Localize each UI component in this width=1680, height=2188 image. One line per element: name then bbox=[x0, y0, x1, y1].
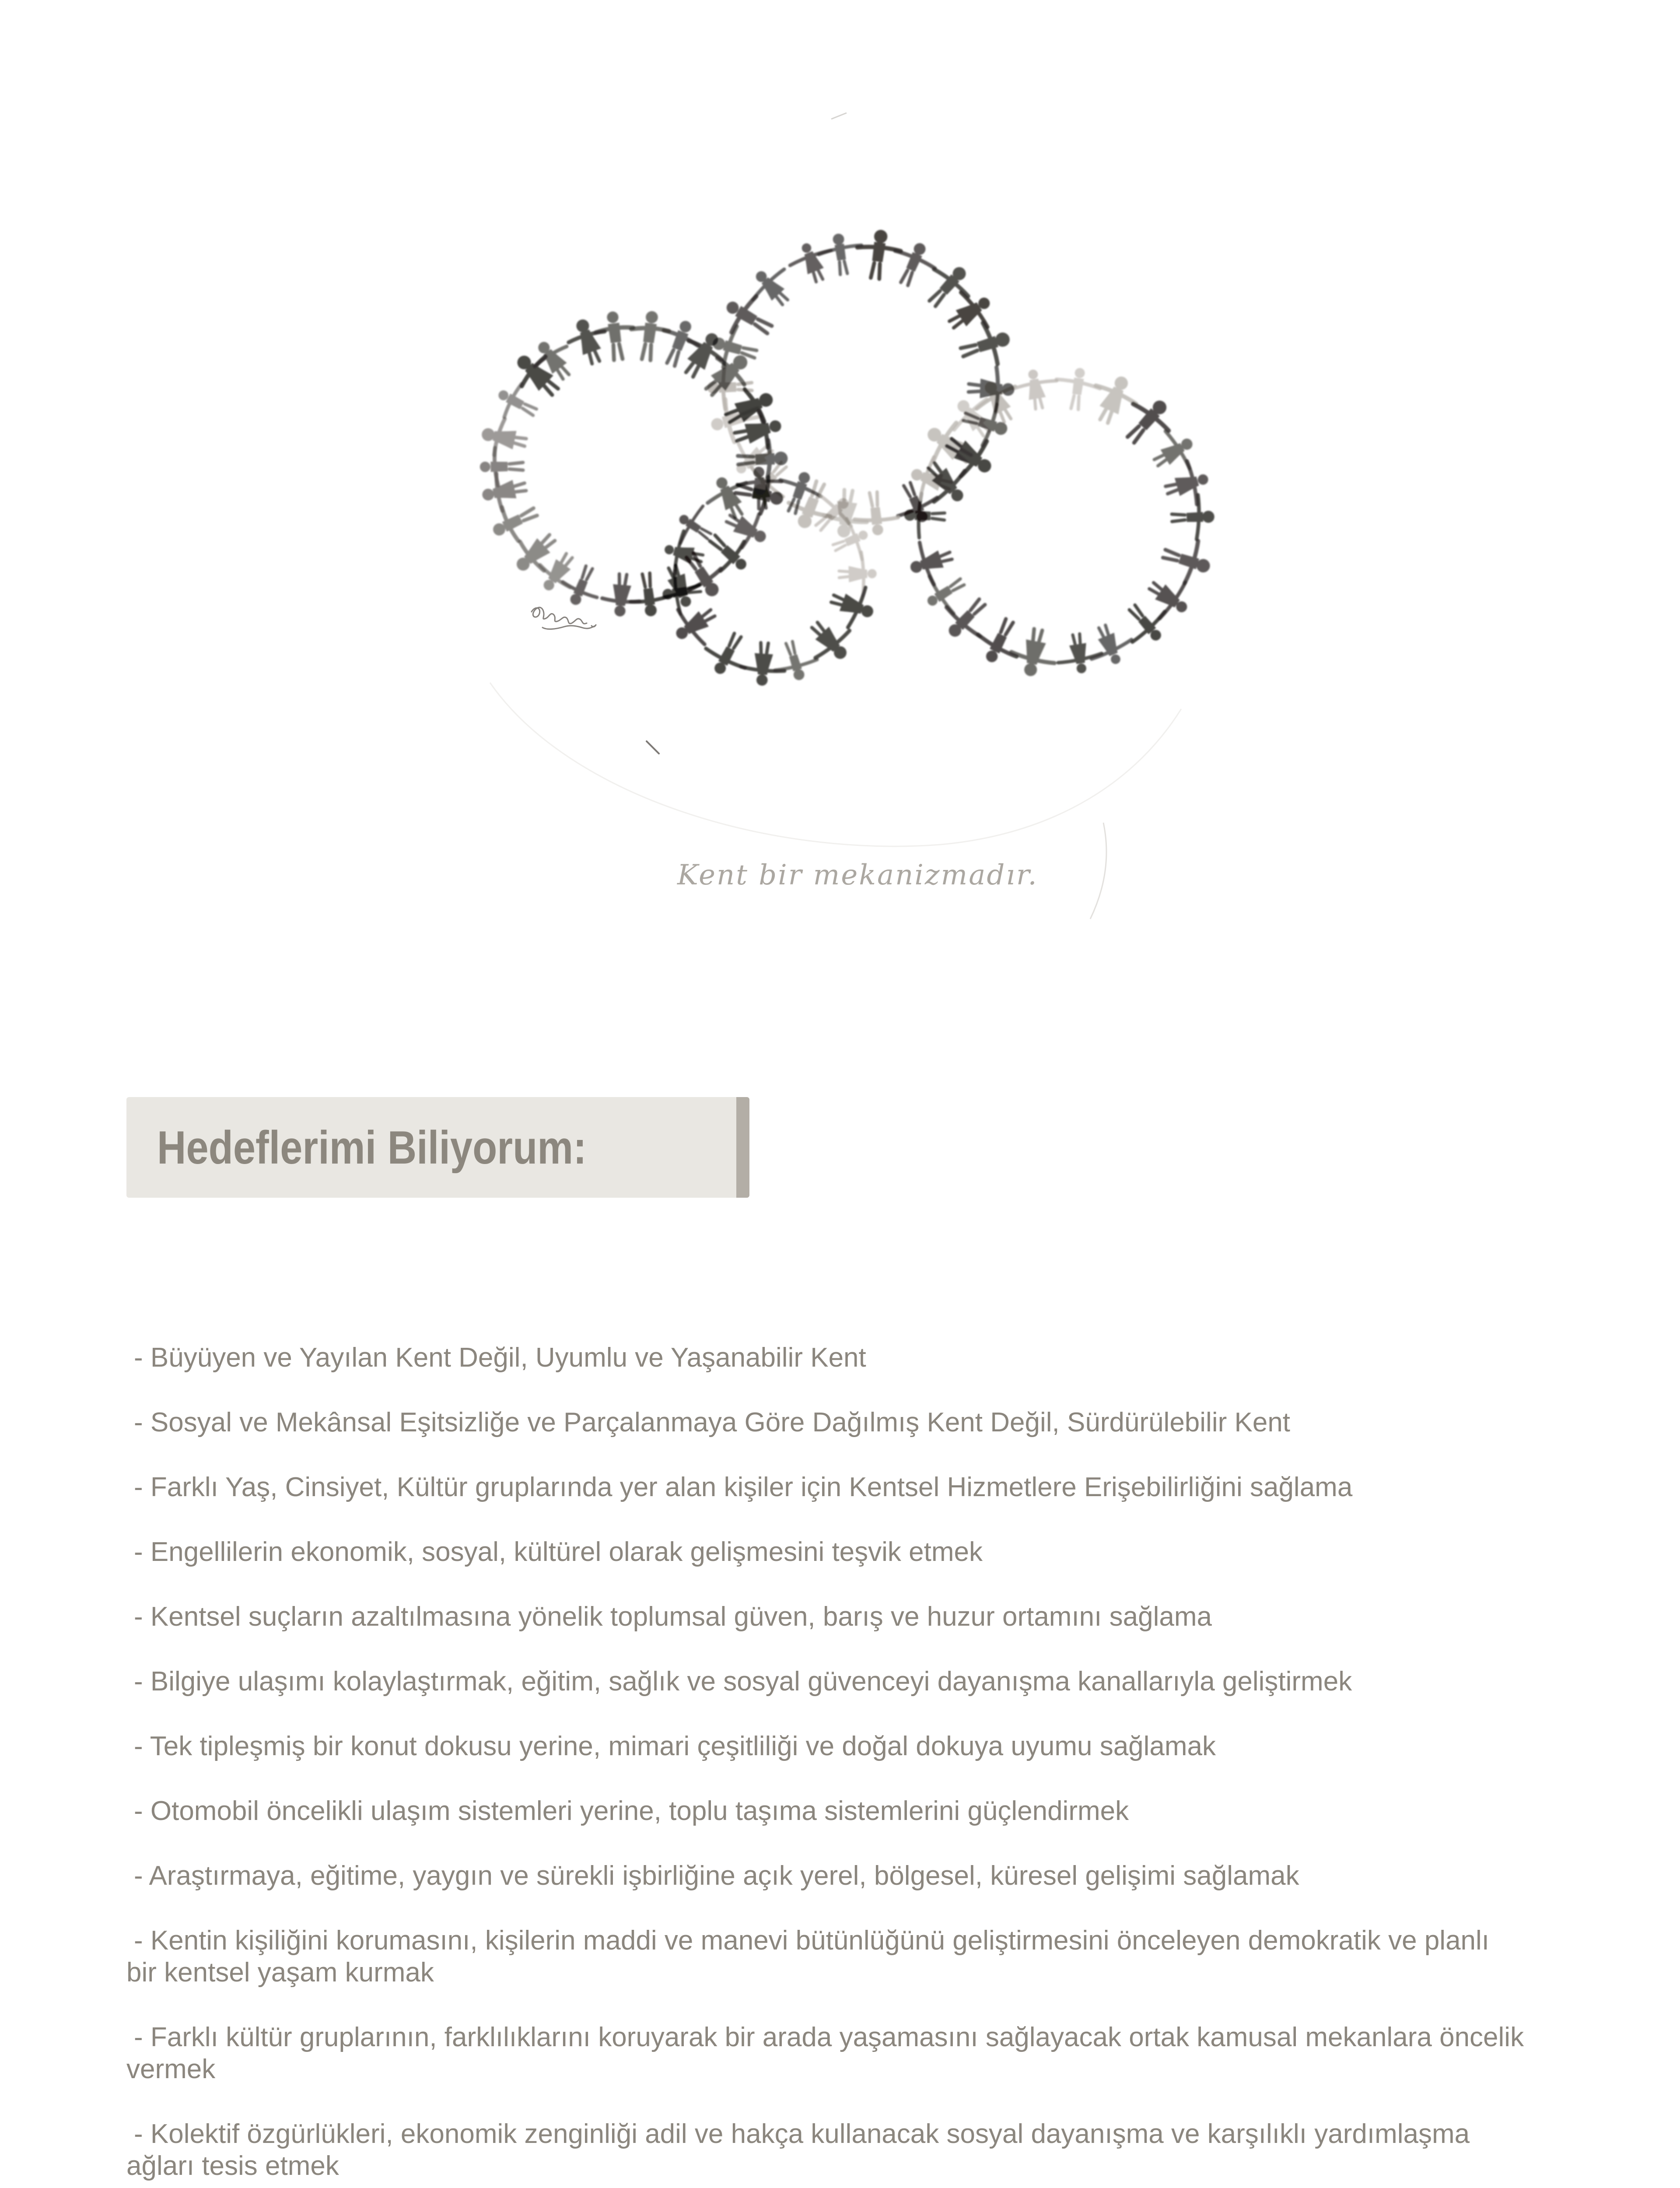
figure-head bbox=[872, 524, 884, 536]
ring-figure bbox=[904, 535, 958, 590]
ring-figure bbox=[601, 573, 642, 618]
ring-figure bbox=[852, 490, 900, 537]
goal-item bbox=[126, 1925, 1570, 1988]
artist-signature bbox=[532, 607, 596, 629]
figure-legs bbox=[816, 516, 830, 530]
figure-head bbox=[1028, 369, 1039, 380]
figure-head bbox=[480, 462, 490, 472]
pencil-guide-arc bbox=[490, 683, 1181, 846]
figure-head bbox=[644, 604, 657, 617]
figure-legs bbox=[932, 512, 945, 520]
ring-figure bbox=[1171, 494, 1215, 540]
ring-figure bbox=[1084, 368, 1144, 431]
figure-legs bbox=[904, 483, 916, 498]
goal-item bbox=[126, 2118, 1570, 2182]
figure-legs bbox=[929, 290, 945, 306]
figure-legs bbox=[1100, 406, 1114, 423]
goal-line: - Engellilerin ekonomik, sosyal, kültürel olarak gelişmesini teşvik etmek bbox=[134, 1537, 983, 1567]
figure-legs bbox=[612, 344, 623, 360]
ring-figure bbox=[480, 448, 523, 486]
ring-figure bbox=[1008, 625, 1060, 680]
figure-legs bbox=[735, 429, 751, 441]
figure-head bbox=[645, 310, 658, 324]
goal-line: - Farklı kültür gruplarının, farklılıklarını koruyarak bir arada yaşamasını sağlayacak ortak kamusal mekanlara öncelik bbox=[134, 2022, 1524, 2052]
figure-legs bbox=[1172, 514, 1185, 522]
ring-figure bbox=[1054, 631, 1104, 677]
figure-legs bbox=[728, 633, 741, 649]
ring-figure bbox=[825, 578, 880, 634]
ring-figure bbox=[698, 625, 757, 684]
figure-legs bbox=[509, 463, 523, 470]
ring-figure bbox=[627, 309, 671, 362]
figure-legs bbox=[742, 347, 757, 358]
figure-head bbox=[1074, 367, 1085, 379]
figure-legs bbox=[1154, 453, 1169, 466]
figure-body bbox=[719, 382, 736, 393]
figure-legs bbox=[667, 349, 680, 366]
section-heading: Hedeflerimi Biliyorum: bbox=[157, 1121, 587, 1174]
figure-legs bbox=[831, 595, 846, 607]
figure-head bbox=[753, 466, 765, 478]
goal-line: - Otomobil öncelikli ulaşım sistemleri yerine, toplu taşıma sistemlerini güçlendirmek bbox=[134, 1796, 1129, 1826]
figure-body bbox=[870, 507, 882, 525]
heading-accent-bar bbox=[736, 1097, 749, 1198]
ring-figure bbox=[784, 235, 840, 288]
ring-figure bbox=[1011, 366, 1061, 412]
figure-legs bbox=[871, 263, 881, 279]
figure-legs bbox=[642, 573, 651, 587]
ring-figure bbox=[1082, 618, 1138, 672]
section-heading-box bbox=[126, 1097, 749, 1198]
figure-body bbox=[915, 511, 931, 521]
figure-legs bbox=[1099, 625, 1110, 640]
figure-head bbox=[707, 381, 719, 393]
ring-figure bbox=[768, 636, 821, 686]
figure-legs bbox=[812, 267, 823, 282]
figure-head bbox=[1202, 511, 1214, 523]
figure-legs bbox=[642, 344, 652, 361]
goal-item bbox=[126, 1730, 1570, 1762]
stray-mark bbox=[831, 113, 847, 119]
figure-legs bbox=[588, 348, 600, 364]
ring-figure bbox=[1053, 365, 1102, 412]
figure-legs bbox=[949, 314, 966, 328]
people-ring-right bbox=[903, 365, 1216, 680]
ring-figure bbox=[665, 595, 724, 655]
goal-item bbox=[126, 1666, 1570, 1697]
figure-legs bbox=[998, 407, 1011, 422]
figure-head bbox=[614, 605, 626, 617]
goals-list bbox=[126, 1342, 1570, 2188]
ring-figure bbox=[839, 552, 877, 596]
goal-item bbox=[126, 1471, 1570, 1503]
figure-head bbox=[664, 544, 675, 555]
figure-legs bbox=[700, 610, 715, 624]
goal-line: - Kentin kişiliğini korumasını, kişilerin maddi ve manevi bütünlüğünü geliştirmesini önceleyen demokratik ve planlı bbox=[134, 1925, 1490, 1956]
ring-figure bbox=[956, 317, 1016, 373]
ring-figure bbox=[1144, 422, 1203, 482]
figure-legs bbox=[833, 540, 846, 551]
figure-head bbox=[868, 569, 877, 578]
goal-line: - Araştırmaya, eğitime, yaygın ve sürekli işbirliğine açık yerel, bölgesel, küresel gelişimi sağlamak bbox=[134, 1861, 1299, 1891]
ring-figure bbox=[1160, 457, 1214, 512]
figure-legs bbox=[522, 403, 537, 415]
people-rings bbox=[478, 227, 1216, 687]
figure-body bbox=[643, 323, 657, 343]
figure-legs bbox=[961, 344, 978, 356]
ring-figure bbox=[740, 642, 786, 687]
figure-legs bbox=[1071, 396, 1080, 410]
ring-figure bbox=[854, 227, 903, 281]
stray-mark bbox=[1090, 823, 1106, 919]
ring-figure bbox=[593, 309, 637, 362]
figure-legs bbox=[754, 318, 772, 333]
figure-legs bbox=[838, 261, 847, 274]
figure-legs bbox=[559, 554, 572, 568]
goal-line: - Büyüyen ve Yayılan Kent Değil, Uyumlu ve Yaşanabilir Kent bbox=[134, 1343, 866, 1373]
figure-legs bbox=[1127, 425, 1144, 443]
figure-legs bbox=[870, 492, 879, 506]
figure-legs bbox=[710, 535, 725, 551]
goal-item bbox=[126, 1406, 1570, 1438]
figure-head bbox=[606, 311, 619, 323]
figure-legs bbox=[581, 566, 592, 580]
goal-line: - Sosyal ve Mekânsal Eşitsizliğe ve Parçalanmaya Göre Dağılmış Kent Değil, Sürdürülebilir Kent bbox=[134, 1407, 1291, 1438]
figure-legs bbox=[901, 270, 914, 286]
figure-legs bbox=[1149, 583, 1165, 596]
figure-legs bbox=[950, 579, 964, 592]
ring-figure bbox=[478, 415, 529, 461]
ring-figure bbox=[668, 499, 721, 554]
goal-line-continued: vermek bbox=[126, 2054, 216, 2084]
figure-legs bbox=[738, 382, 752, 391]
ring-figure bbox=[700, 468, 758, 526]
figure-legs bbox=[786, 642, 796, 655]
figure-legs bbox=[699, 528, 711, 539]
figure-legs bbox=[1000, 619, 1013, 635]
goal-line: - Kentsel suçların azaltılmasına yönelik toplumsal güven, barış ve huzur ortamını sağlama bbox=[134, 1602, 1212, 1632]
figure-legs bbox=[1166, 483, 1181, 494]
goal-line: - Farklı Yaş, Cinsiyet, Kültür gruplarında yer alan kişiler için Kentsel Hizmetlere Erişebilirliğini sağlama bbox=[134, 1472, 1353, 1502]
goal-item bbox=[126, 1860, 1570, 1892]
stray-mark bbox=[647, 741, 659, 754]
people-ring-top bbox=[706, 227, 1016, 540]
ring-figure bbox=[1158, 533, 1216, 589]
goal-item bbox=[126, 1795, 1570, 1827]
goal-line-continued: bir kentsel yaşam kurmak bbox=[126, 1957, 434, 1988]
goal-item bbox=[126, 1342, 1570, 1374]
ring-figure bbox=[742, 258, 801, 317]
goal-line-continued: ağları tesis etmek bbox=[126, 2151, 339, 2181]
goal-item bbox=[126, 1536, 1570, 1568]
ring-figure bbox=[486, 495, 544, 549]
figure-body bbox=[1186, 512, 1203, 522]
ring-figure bbox=[563, 313, 614, 368]
goal-line: - Bilgiye ulaşımı kolaylaştırmak, eğitim, sağlık ve sosyal güvenceyi dayanışma kanallarıyla geliştirmek bbox=[134, 1666, 1352, 1697]
goal-item bbox=[126, 2021, 1570, 2085]
goal-line: - Tek tipleşmiş bir konut dokusu yerine, mimari çeşitliliği ve doğal dokuya uyumu sağlamak bbox=[134, 1731, 1216, 1761]
figure-head bbox=[1076, 663, 1087, 674]
figure-head bbox=[756, 674, 768, 686]
figure-legs bbox=[938, 552, 952, 563]
handwritten-caption: Kent bir mekanizmadır. bbox=[677, 859, 1038, 891]
figure-body bbox=[490, 461, 508, 472]
goal-line: - Kolektif özgürlükleri, ekonomik zenginliği adil ve hakça kullanacak sosyal dayanışma ve karşılıklı yardımlaşma bbox=[134, 2119, 1470, 2149]
figure-legs bbox=[521, 508, 537, 522]
figure-legs bbox=[686, 360, 701, 377]
ring-figure bbox=[970, 611, 1029, 671]
figure-legs bbox=[1129, 605, 1143, 620]
people-rings-illustration bbox=[0, 0, 1680, 1006]
figure-legs bbox=[970, 599, 985, 615]
ring-figure bbox=[816, 231, 865, 277]
figure-legs bbox=[1163, 550, 1180, 562]
ring-figure bbox=[885, 235, 942, 293]
figure-head bbox=[873, 229, 888, 244]
goal-item bbox=[126, 1601, 1570, 1633]
